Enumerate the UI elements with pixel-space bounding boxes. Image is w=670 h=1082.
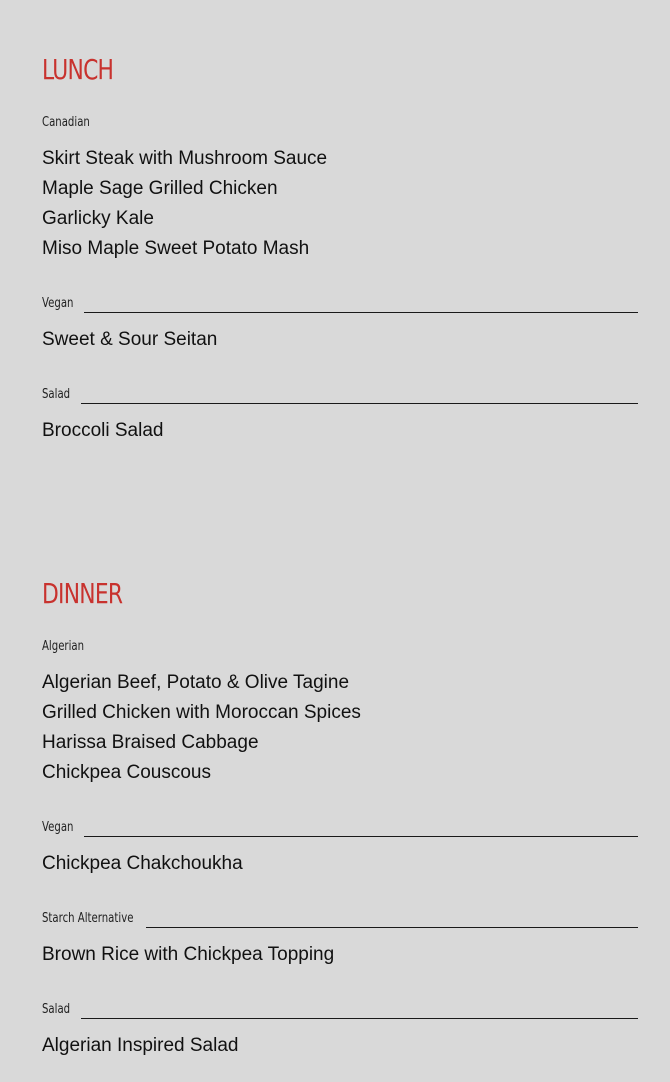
divider-rule [146, 927, 638, 928]
group-label: Vegan [42, 296, 74, 311]
dish-list [42, 849, 638, 879]
lunch-section [42, 53, 638, 441]
lunch-group-vegan [42, 293, 638, 355]
dish-item: Brown Rice with Chickpea Topping [42, 944, 335, 965]
group-label: Vegan [42, 820, 74, 835]
dinner-group-vegan [42, 817, 638, 879]
dish-item: Chickpea Couscous [42, 762, 211, 783]
lunch-title: LUNCH [42, 53, 114, 86]
dinner-section [42, 577, 638, 1056]
dish-item: Sweet & Sour Seitan [42, 329, 218, 350]
lunch-group-canadian [42, 112, 638, 264]
dish-item: Skirt Steak with Mushroom Sauce [42, 148, 328, 169]
dinner-group-starch-alternative [42, 908, 638, 970]
dish-list [42, 940, 638, 970]
divider-rule [81, 403, 638, 404]
group-label: Starch Alternative [42, 911, 134, 926]
dish-list [42, 144, 638, 264]
dish-item: Algerian Inspired Salad [42, 1035, 239, 1056]
divider-rule [84, 836, 638, 837]
dinner-title: DINNER [42, 577, 123, 610]
dish-item: Harissa Braised Cabbage [42, 732, 259, 753]
dish-list [42, 1031, 638, 1061]
dish-list [42, 668, 638, 788]
group-label: Canadian [42, 115, 90, 130]
dish-item: Garlicky Kale [42, 208, 154, 229]
divider-rule [81, 1018, 638, 1019]
dish-item: Chickpea Chakchoukha [42, 853, 243, 874]
group-label: Algerian [42, 639, 85, 654]
lunch-group-salad [42, 384, 638, 446]
dish-item: Algerian Beef, Potato & Olive Tagine [42, 672, 350, 693]
dish-list [42, 416, 638, 446]
group-label: Salad [42, 387, 71, 402]
dish-item: Miso Maple Sweet Potato Mash [42, 238, 310, 259]
dish-list [42, 325, 638, 355]
dish-item: Grilled Chicken with Moroccan Spices [42, 702, 361, 723]
group-label: Salad [42, 1002, 71, 1017]
dinner-group-salad [42, 999, 638, 1061]
dish-item: Broccoli Salad [42, 420, 164, 441]
dinner-group-algerian [42, 636, 638, 788]
dish-item: Maple Sage Grilled Chicken [42, 178, 278, 199]
divider-rule [84, 312, 638, 313]
